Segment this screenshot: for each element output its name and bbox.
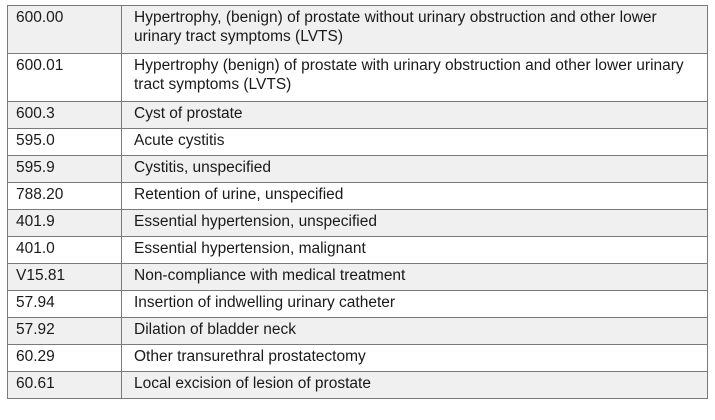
code-cell: 401.9 (8, 210, 122, 237)
description-cell: Insertion of indwelling urinary catheter (122, 291, 708, 318)
description-cell: Local excision of lesion of prostate (122, 372, 708, 399)
table-row (8, 156, 708, 183)
code-cell: 57.94 (8, 291, 122, 318)
code-cell: 60.29 (8, 345, 122, 372)
description-cell: Cystitis, unspecified (122, 156, 708, 183)
code-table-body (8, 6, 708, 399)
table-row (8, 210, 708, 237)
description-cell: Acute cystitis (122, 129, 708, 156)
code-cell: 595.0 (8, 129, 122, 156)
table-row (8, 318, 708, 345)
description-cell: Essential hypertension, malignant (122, 237, 708, 264)
code-cell: 600.01 (8, 54, 122, 102)
description-cell: Cyst of prostate (122, 102, 708, 129)
code-cell: 60.61 (8, 372, 122, 399)
description-cell: Non-compliance with medical treatment (122, 264, 708, 291)
table-row (8, 291, 708, 318)
diagnosis-procedure-code-table (7, 5, 708, 399)
table-row (8, 6, 708, 54)
description-cell: Hypertrophy, (benign) of prostate without urinary obstruction and other lower urinary tract symptoms (LVTS) (122, 6, 708, 54)
code-cell: 595.9 (8, 156, 122, 183)
table-row (8, 372, 708, 399)
code-cell: 401.0 (8, 237, 122, 264)
code-cell: 600.00 (8, 6, 122, 54)
code-cell: 600.3 (8, 102, 122, 129)
table-row (8, 102, 708, 129)
description-cell: Hypertrophy (benign) of prostate with urinary obstruction and other lower urinary tract symptoms (LVTS) (122, 54, 708, 102)
description-cell: Essential hypertension, unspecified (122, 210, 708, 237)
table-row (8, 129, 708, 156)
table-row (8, 54, 708, 102)
table-row (8, 237, 708, 264)
table-row (8, 345, 708, 372)
table-row (8, 264, 708, 291)
code-cell: V15.81 (8, 264, 122, 291)
code-cell: 57.92 (8, 318, 122, 345)
description-cell: Other transurethral prostatectomy (122, 345, 708, 372)
code-cell: 788.20 (8, 183, 122, 210)
description-cell: Retention of urine, unspecified (122, 183, 708, 210)
description-cell: Dilation of bladder neck (122, 318, 708, 345)
table-row (8, 183, 708, 210)
